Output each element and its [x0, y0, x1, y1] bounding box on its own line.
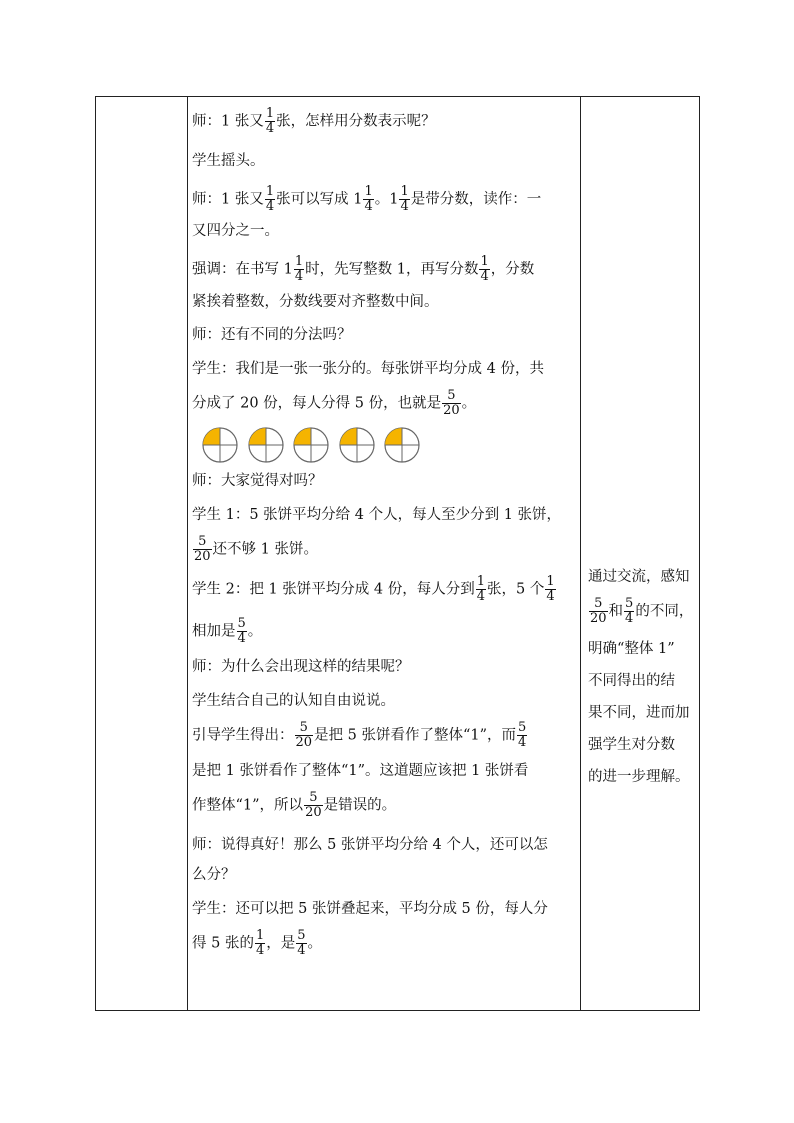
text-line-18: 是把 1 张饼看作了整体“1”。这道题应该把 1 张饼看: [192, 763, 529, 779]
fraction-five-quarters: $\frac{5}{4}$: [518, 720, 527, 750]
fraction-one-quarter: $\frac{1}{4}$: [400, 184, 409, 214]
fraction-five-quarters: $\frac{5}{4}$: [237, 616, 246, 646]
pie-quarter-icon: [384, 427, 420, 463]
fraction-one-quarter: $\frac{1}{4}$: [364, 184, 373, 214]
text-line-15: 师：为什么会出现这样的结果呢？: [192, 659, 410, 675]
text-line-22: 学生：还可以把 5 张饼叠起来，平均分成 5 份，每人分: [192, 901, 548, 917]
fraction-one-quarter: $\frac{1}{4}$: [546, 574, 555, 604]
text-line-6: 紧挨着整数，分数线要对齐整数中间。: [192, 294, 439, 310]
fraction-five-twentieths: $\frac{5}{20}$: [305, 790, 322, 820]
fraction-five-twentieths: $\frac{5}{20}$: [443, 388, 460, 418]
pie-quarter-icon: [248, 427, 284, 463]
text-line-11: 学生 1：5 张饼平均分给 4 个人，每人至少分到 1 张饼，: [192, 507, 562, 523]
text-line-16: 学生结合自己的认知自由说说。: [192, 693, 395, 709]
text-line-8: 学生：我们是一张一张分的。每张饼平均分成 4 份，共: [192, 361, 544, 377]
text-line-1: [192, 107, 436, 136]
text-line-4: 又四分之一。: [192, 223, 279, 239]
fraction-one-quarter: $\frac{1}{4}$: [265, 184, 275, 214]
pie-quarter-icon: [339, 427, 375, 463]
text-line-17: 引导学生得出： $\frac{5}{20}$ 是把 5 张饼看作了整体“1”，而 $\frac{5}{4}$: [192, 720, 527, 750]
column-divider-left: [187, 97, 188, 1010]
text-line-12: $\frac{5}{20}$ 还不够 1 张饼。: [194, 534, 318, 564]
fraction-five-twentieths: $\frac{5}{20}$: [590, 596, 607, 626]
lesson-table: [95, 96, 700, 1011]
fraction-one-quarter: $\frac{1}{4}$: [265, 106, 275, 136]
text-line-2: 学生摇头。: [192, 153, 265, 169]
text-line-10: 师：大家觉得对吗？: [192, 473, 323, 489]
text: 张，怎样用分数表示呢？: [276, 113, 436, 130]
text-line-3: 师：1 张又 $\frac{1}{4}$ 张可以写成 1 $\frac{1}{4}$ 。1 $\frac{1}{4}$ 是带分数，读作：一: [192, 184, 542, 214]
note-line-4: 不同得出的结: [588, 673, 675, 689]
text-line-19: 作整体“1”，所以 $\frac{5}{20}$ 是错误的。: [192, 790, 397, 820]
note-line-3: 明确“整体 1”: [588, 641, 675, 657]
text: 师：1 张又: [192, 113, 264, 130]
fraction-five-twentieths: $\frac{5}{20}$: [194, 534, 211, 564]
text-line-21: 么分？: [192, 867, 236, 883]
fraction-five-twentieths: $\frac{5}{20}$: [295, 720, 313, 750]
pie-quarter-icon: [202, 427, 238, 463]
note-line-1: 通过交流，感知: [588, 569, 690, 585]
text-line-5: 强调：在书写 1 $\frac{1}{4}$ 时，先写整数 1，再写分数 $\frac{1}{4}$ ，分数: [192, 254, 535, 284]
note-line-2: $\frac{5}{20}$ 和 $\frac{5}{4}$ 的不同，: [590, 596, 694, 626]
text-line-13: 学生 2：把 1 张饼平均分成 4 份，每人分到 $\frac{1}{4}$ 张，5 个 $\frac{1}{4}$: [192, 574, 555, 604]
fraction-five-quarters: $\frac{5}{4}$: [625, 596, 634, 626]
note-line-5: 果不同，进而加: [588, 705, 690, 721]
fraction-one-quarter: $\frac{1}{4}$: [294, 254, 304, 284]
fraction-one-quarter: $\frac{1}{4}$: [255, 928, 265, 958]
text-line-7: 师：还有不同的分法吗？: [192, 327, 352, 343]
text-line-23: 得 5 张的 $\frac{1}{4}$ ，是 $\frac{5}{4}$ 。: [192, 928, 323, 958]
text-line-20: 师：说得真好！那么 5 张饼平均分给 4 个人，还可以怎: [192, 837, 548, 853]
column-divider-right: [580, 97, 581, 1010]
fraction-one-quarter: $\frac{1}{4}$: [480, 254, 489, 284]
text-line-14: 相加是 $\frac{5}{4}$ 。: [192, 616, 263, 646]
text-line-9: 分成了 20 份，每人分得 5 份，也就是 $\frac{5}{20}$ 。: [192, 388, 477, 418]
pie-illustration: [202, 427, 425, 463]
fraction-one-quarter: $\frac{1}{4}$: [476, 574, 486, 604]
fraction-five-quarters: $\frac{5}{4}$: [297, 928, 306, 958]
note-line-7: 的进一步理解。: [588, 769, 690, 785]
pie-quarter-icon: [293, 427, 329, 463]
note-line-6: 强学生对分数: [588, 737, 675, 753]
